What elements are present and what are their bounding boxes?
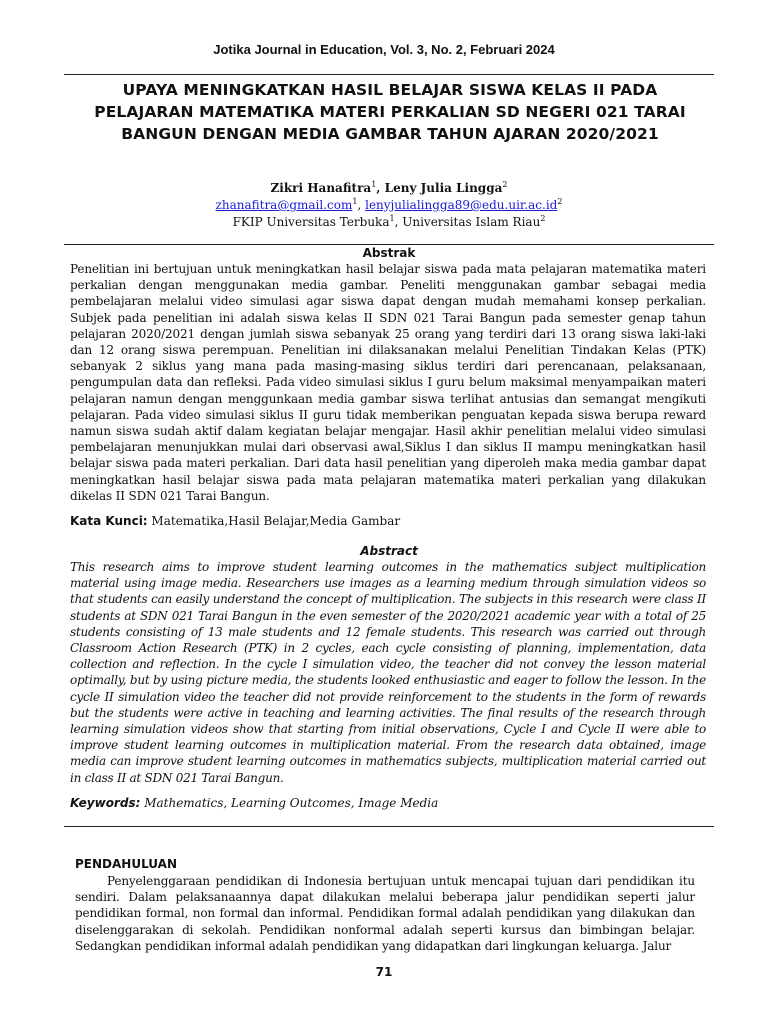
kata-kunci-values: Matematika,Hasil Belajar,Media Gambar [147, 514, 401, 528]
introduction-text: Penyelenggaraan pendidikan di Indonesia bertujuan untuk mencapai tujuan dari pendidikan itu sendiri. Dalam pelaksanaannya dapat dilakukan melalui beberapa jalur pendidikan seperti jalur pendidikan formal, non formal dan informal. Pendidikan formal adalah pendidikan yang dilakukan dan diselenggarakan di sekolah. Pendidikan nonformal adalah seperti kursus dan bimbingan belajar. Sedangkan pendidikan informal adalah pendidikan yang didapatkan dari lingkungan keluarga. Jalur [75, 874, 695, 953]
journal-header: Jotika Journal in Education, Vol. 3, No. 2, Februari 2024 [213, 42, 555, 57]
page-number: 71 [375, 965, 393, 979]
author-affiliations [0, 214, 768, 231]
author-2: Leny Julia Lingga [384, 181, 503, 195]
email-link-2[interactable]: lenyjulialingga89@edu.uir.ac.id [365, 198, 558, 212]
affiliation-separator: , [394, 215, 403, 229]
abstract-text: This research aims to improve student learning outcomes in the mathematics subject multiplication material using image media. Researchers use images as a learning medium through simulation videos so that students can easily understand the concept of multiplication. The subjects in this research were class II students at SDN 021 Tarai Bangun in the even semester of the 2020/2021 academic year with a total of 25 students consisting of 13 male students and 12 female students. This research was carried out through Classroom Action Research (PTK) in 2 cycles, each cycle consisting of planning, implementation, data collection and reflection. In the cycle I simulation video, the teacher did not convey the lesson material optimally, but by using picture media, the students looked enthusiastic and eager to follow the lesson. In the cycle II simulation video the teacher did not provide reinforcement to the students in the form of rewards but the students were active in teaching and learning activities. The final results of the research through learning simulation videos show that starting from initial observations, Cycle I and Cycle II were able to improve student learning outcomes in multiplication material. From the research data obtained, image media can improve student learning outcomes in mathematics subjects, multiplication material carried out in class II at SDN 021 Tarai Bangun. [70, 560, 706, 785]
author-separator: , [376, 181, 385, 195]
keywords-label: Keywords: [70, 796, 141, 810]
keywords-values: Mathematics, Learning Outcomes, Image Media [140, 796, 439, 810]
paper-title: UPAYA MENINGKATKAN HASIL BELAJAR SISWA KELAS II PADA PELAJARAN MATEMATIKA MATERI PERKALIAN SD NEGERI 021 TARAI BANGUN DENGAN MEDIA GAMBAR TAHUN AJARAN 2020/2021 [94, 81, 686, 143]
kata-kunci-label: Kata Kunci: [70, 514, 148, 528]
section-heading-pendahuluan: PENDAHULUAN [75, 857, 177, 871]
affiliation-1-sup: 1 [389, 214, 395, 223]
affiliation-2-sup: 2 [540, 214, 546, 223]
abstract-heading: Abstract [360, 544, 418, 558]
email-separator: , [357, 198, 366, 212]
email-1-sup: 1 [352, 197, 358, 206]
author-1: Zikri Hanafitra [270, 181, 372, 195]
affiliation-2: Universitas Islam Riau [402, 215, 541, 229]
header-rule [64, 74, 714, 75]
author-2-sup: 2 [502, 180, 508, 189]
email-2-sup: 2 [557, 197, 563, 206]
author-1-sup: 1 [371, 180, 377, 189]
email-link-1[interactable]: zhanafitra@gmail.com [215, 198, 353, 212]
abstract-end-rule [64, 826, 714, 827]
abstrak-text: Penelitian ini bertujuan untuk meningkatkan hasil belajar siswa pada mata pelajaran matematika materi perkalian dengan menggunakan media gambar. Peneliti menggunakan gambar sebagai media pembelajaran melalui video simulasi agar siswa dapat dengan mudah memahami konsep perkalian. Subjek pada penelitian ini adalah siswa kelas II SDN 021 Tarai Bangun pada semester genap tahun pelajaran 2020/2021 dengan jumlah siswa sebanyak 25 orang yang terdiri dari 13 orang siswa laki-laki dan 12 orang siswa perempuan. Penelitian ini dilaksanakan melalui Penelitian Tindakan Kelas (PTK) sebanyak 2 siklus yang mana pada masing-masing siklus terdiri dari perencanaan, pelaksanaan, pengumpulan data dan refleksi. Pada video simulasi siklus I guru belum maksimal menyampaikan materi pelajaran namun dengan menggunkaan media gambar siswa terlihat antusias dan semangat mengikuti pelajaran. Pada video simulasi siklus II guru tidak memberikan penguatan kepada siswa berupa reward namun siswa sudah aktif dalam kegiatan belajar mengajar. Hasil akhir penelitian melalui video simulasi pembelajaran menunjukkan mulai dari observasi awal,Siklus I dan siklus II mampu meningkatkan hasil belajar siswa pada materi perkalian. Dari data hasil penelitian yang diperoleh maka media gambar dapat meningkatkan hasil belajar siswa pada mata pelajaran matematika materi perkalian yang dilakukan dikelas II SDN 021 Tarai Bangun. [70, 262, 706, 503]
abstrak-rule [64, 244, 714, 245]
author-block [0, 180, 768, 231]
keywords [70, 796, 710, 810]
author-emails [0, 197, 768, 214]
author-names [0, 180, 768, 197]
affiliation-1: FKIP Universitas Terbuka [232, 215, 390, 229]
kata-kunci [70, 514, 710, 528]
abstrak-heading: Abstrak [362, 246, 416, 260]
